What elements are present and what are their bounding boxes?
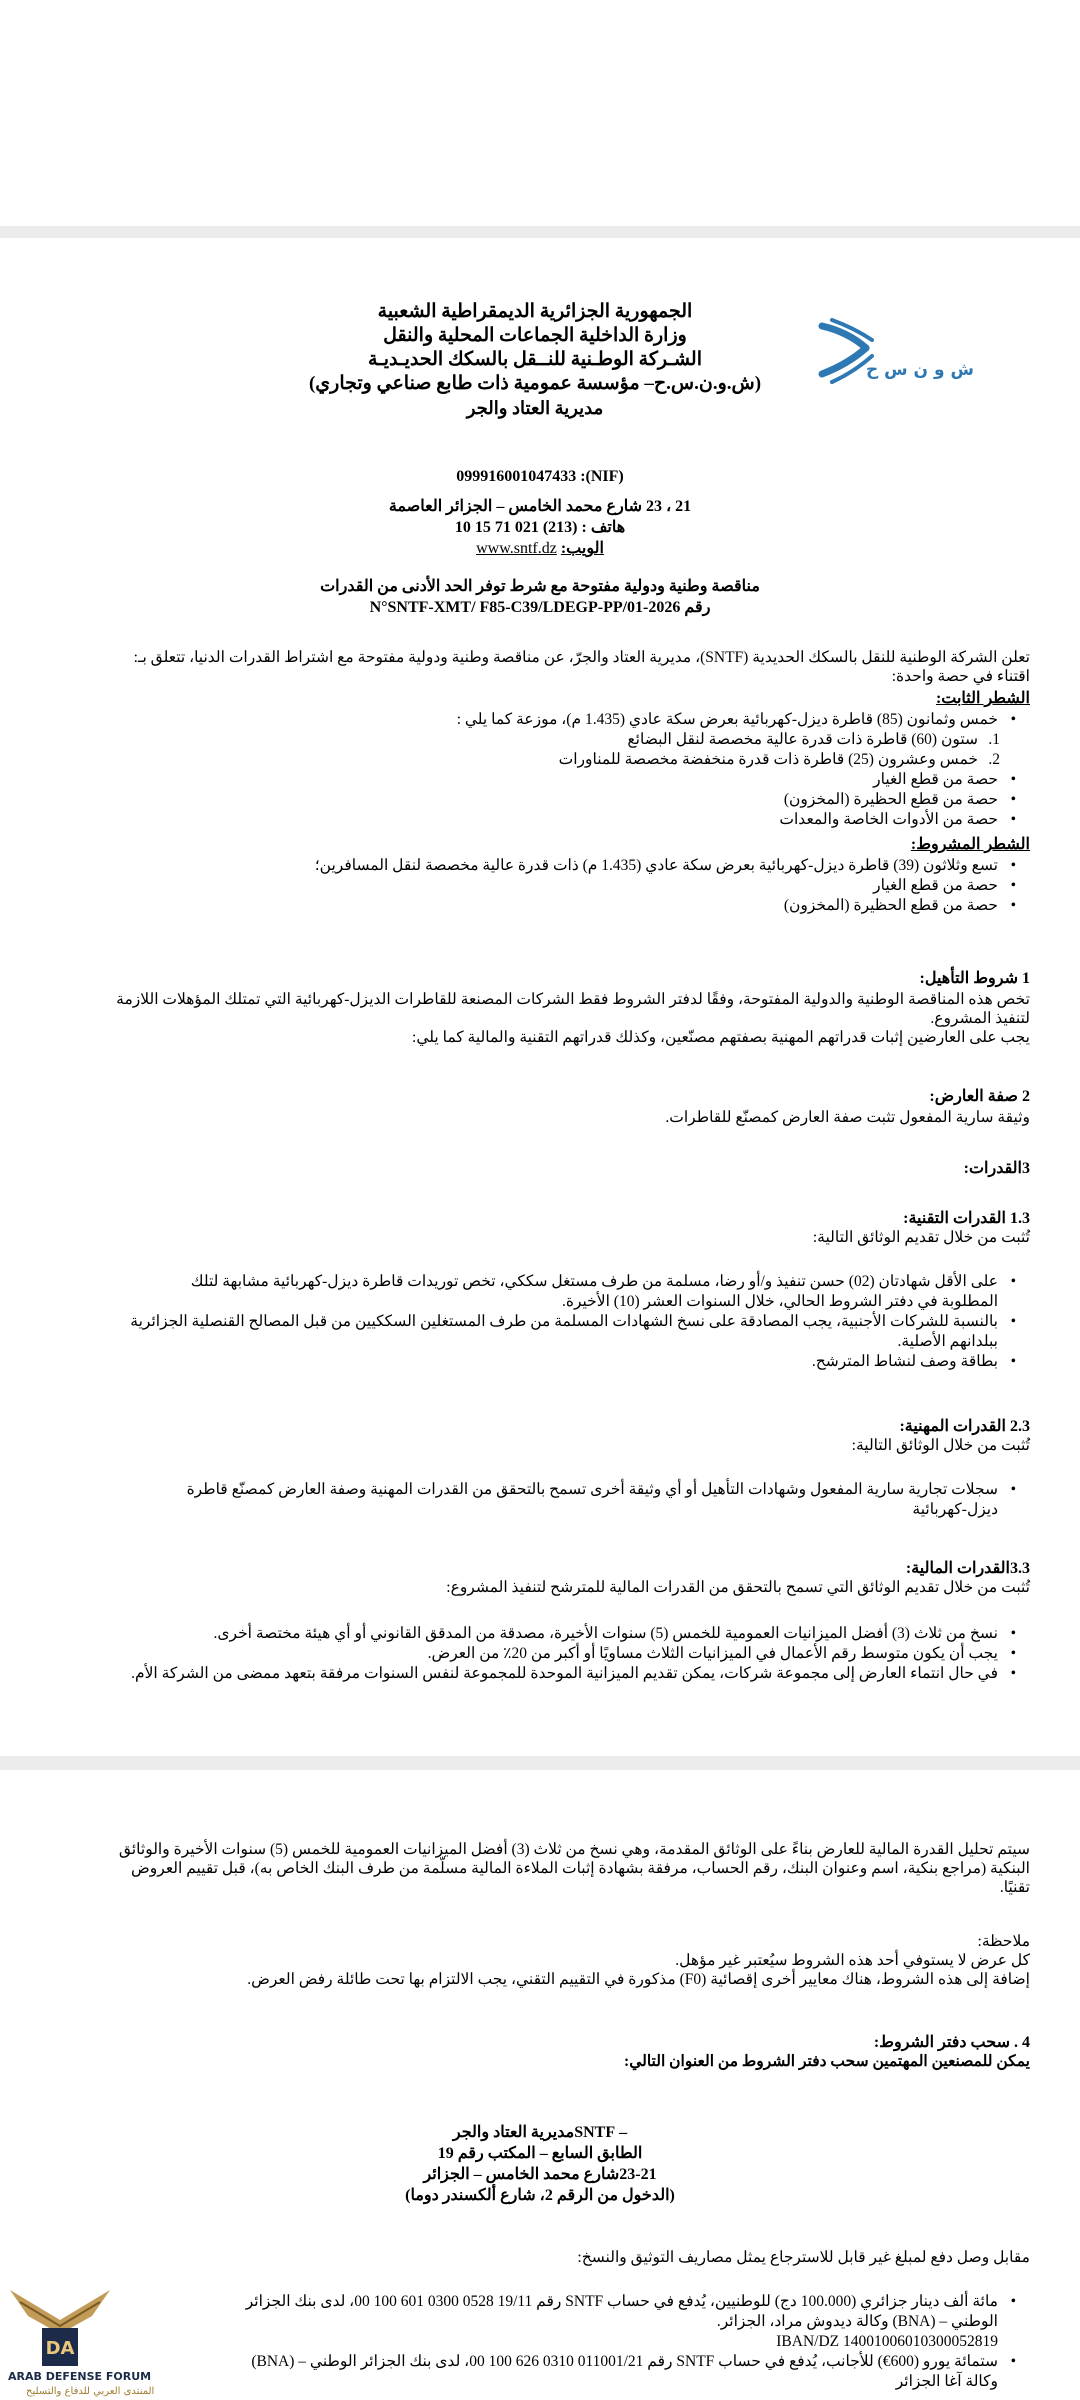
header-line-4: (ش.و.ن.س.ح– مؤسسة عمومية ذات طابع صناعي وتجاري) bbox=[308, 373, 762, 394]
section1-title: 1 شروط التأهيل: bbox=[919, 970, 1030, 987]
svg-text:DA: DA bbox=[45, 2338, 75, 2359]
firm-lot-sub-list bbox=[400, 730, 1000, 770]
nif-line: 099916001047433 :(NIF) bbox=[456, 468, 624, 485]
list-item: • حصة من قطع الغيار bbox=[420, 770, 1020, 790]
list-item: • تسع وثلاثون (39) قاطرة ديزل-كهربائية بعرض سكة عادي (1.435 م) ذات قدرة عالية مخصصة لنقل المسافرين؛ bbox=[160, 856, 1020, 876]
conditional-lot-items bbox=[160, 856, 1020, 916]
payment-intro: مقابل وصل دفع لمبلغ غير قابل للاسترجاع يمثل مصاريف التوثيق والنسخ: bbox=[577, 2249, 1030, 2266]
header-line-2: وزارة الداخلية الجماعات المحلية والنقل bbox=[383, 325, 687, 346]
sntf-logo-icon bbox=[818, 318, 938, 394]
list-item: • حصة من الأدوات الخاصة والمعدات bbox=[420, 810, 1020, 830]
tender-title: مناقصة وطنية ودولية مفتوحة مع شرط توفر الحد الأدنى من القدرات bbox=[320, 578, 760, 595]
section2-title: 2 صفة العارض: bbox=[929, 1088, 1030, 1105]
payment-items bbox=[100, 2292, 1020, 2392]
watermark-name: ARAB DEFENSE FORUM bbox=[8, 2370, 152, 2383]
list-item: • سجلات تجارية سارية المفعول وشهادات التأهيل أو أي وثيقة أخرى تسمح بالتحقق من القدرات المهنية وصفة العارض كمصنّع قاطرة ديزل-كهربائية bbox=[100, 1480, 1020, 1520]
phone-line: هاتف : (213) 021 71 15 10 bbox=[454, 519, 626, 536]
logo-text: ش و ن س ح bbox=[866, 360, 974, 380]
list-item: • حصة من قطع الحظيرة (المخزون) bbox=[420, 790, 1020, 810]
note-block: ملاحظة: كل عرض لا يستوفي أحد هذه الشروط سيُعتبر غير مؤهل. إضافة إلى هذه الشروط، هناك معايير أخرى إقصائية (F0) مذكورة في التقييم التقني، يجب الالتزام بها تحت طائلة رفض العرض. bbox=[110, 1932, 1030, 1989]
firm-lot-main-list bbox=[320, 710, 1020, 730]
section4-title: 4 . سحب دفتر الشروط: bbox=[873, 2034, 1030, 2051]
list-item: • مائة ألف دينار جزائري (100.000 دج) للوطنيين، يُدفع في حساب SNTF رقم 19/11 0528 0300 601 100 00، لدى بنك الجزائر الوطني – (BNA) وكالة ديدوش مراد، الجزائر. IBAN/DZ 14001006010300052819 bbox=[100, 2292, 1020, 2352]
list-item: • على الأقل شهادتان (02) حسن تنفيذ و/أو رضا، مسلمة من طرف مستغل سككي، تخص توريدات قاطرة ديزل-كهربائية مشابهة لتلك المطلوبة في دفتر الشروط الحالي، خلال السنوات العشر (10) الأخيرة. bbox=[100, 1272, 1020, 1312]
firm-lot-title: الشطر الثابت: bbox=[935, 690, 1030, 707]
section32-sub: تُثبت من خلال الوثائق التالية: bbox=[851, 1437, 1030, 1454]
section31-sub: تُثبت من خلال تقديم الوثائق التالية: bbox=[812, 1229, 1030, 1246]
web-label: الويب: bbox=[560, 540, 604, 557]
firm-lot-items bbox=[420, 770, 1020, 830]
section33-title: 3.3القدرات المالية: bbox=[905, 1560, 1030, 1577]
list-item: • ستمائة يورو (600€) للأجانب، يُدفع في حساب SNTF رقم 011001/21 0310 626 100 00، لدى بنك الجزائر الوطني – (BNA) وكالة آغا الجزائر bbox=[100, 2352, 1020, 2392]
section31-title: 1.3 القدرات التقنية: bbox=[903, 1210, 1030, 1227]
list-item: • حصة من قطع الغيار bbox=[160, 876, 1020, 896]
web-link[interactable]: www.sntf.dz bbox=[476, 540, 557, 557]
tender-number: رقم N°SNTF-XMT/ F85-C39/LDEGP-PP/01-2026 bbox=[369, 599, 711, 616]
section4-sub: يمكن للمصنعين المهتمين سحب دفتر الشروط من العنوان التالي: bbox=[624, 2053, 1030, 2070]
document-page-1 bbox=[0, 238, 1080, 1756]
contact-block bbox=[240, 496, 840, 559]
list-item: • خمس وثمانون (85) قاطرة ديزل-كهربائية بعرض سكة عادي (1.435 م)، موزعة كما يلي : bbox=[320, 710, 1020, 730]
tender-title-block bbox=[200, 576, 880, 618]
web-line bbox=[240, 538, 840, 559]
section3-title: 3القدرات: bbox=[963, 1160, 1030, 1177]
header-line-5: مديرية العتاد والجر bbox=[466, 398, 604, 418]
header-lines bbox=[300, 300, 770, 420]
section33-sub: تُثبت من خلال تقديم الوثائق التي تسمح بالتحقق من القدرات المالية للمترشح لتنفيذ المشروع: bbox=[446, 1579, 1030, 1596]
section2-text: وثيقة سارية المفعول تثبت صفة العارض كمصنّع للقاطرات. bbox=[665, 1109, 1030, 1126]
top-blank-area bbox=[0, 0, 1080, 226]
section32-items bbox=[100, 1480, 1020, 1520]
list-item: • بالنسبة للشركات الأجنبية، يجب المصادقة على نسخ الشهادات المسلمة من طرف المستغلين السككيين من قبل المصالح القنصلية الجزائرية ببلدانهم الأصلية. bbox=[100, 1312, 1020, 1352]
pickup-address: – SNTFمديرية العتاد والجر الطابق السابع – المكتب رقم 19 23-21شارع محمد الخامس – الجزائر (الدخول من الرقم 2، شارع ألكسندر دوما) bbox=[405, 2124, 675, 2204]
header-line-3: الشـركة الوطـنية للنــقل بالسكك الحديـديـة bbox=[368, 349, 702, 370]
section32-title: 2.3 القدرات المهنية: bbox=[899, 1418, 1030, 1435]
financial-analysis-paragraph: سيتم تحليل القدرة المالية للعارض بناءً على الوثائق المقدمة، وهي نسخ من ثلاث (3) أفضل الميزانيات العمومية للخمس (5) سنوات الأخيرة والوثائق البنكية (مراجع بنكية، اسم وعنوان البنك، رقم الحساب، مرفقة بشهادة إثبات الملاءة المالية مسلّمة من طرف البنك الخاص به)، قبل تقييم العروض تقنيًا. bbox=[118, 1841, 1030, 1896]
section33-items bbox=[100, 1624, 1020, 1684]
address-line: 21 ، 23 شارع محمد الخامس – الجزائر العاصمة bbox=[388, 498, 692, 515]
header-line-1: الجمهورية الجزائرية الديمقراطية الشعبية bbox=[377, 301, 693, 322]
list-item: • حصة من قطع الحظيرة (المخزون) bbox=[160, 896, 1020, 916]
list-item: • بطاقة وصف لنشاط المترشح. bbox=[100, 1352, 1020, 1372]
list-item: 1.ستون (60) قاطرة ذات قدرة عالية مخصصة لنقل البضائع bbox=[627, 731, 1000, 748]
conditional-lot-title: الشطر المشروط: bbox=[910, 836, 1030, 853]
document-page-2 bbox=[0, 1770, 1080, 2400]
list-item: • يجب أن يكون متوسط رقم الأعمال في الميزانيات الثلاث مساويًا أو أكبر من 20٪ من العرض. bbox=[100, 1644, 1020, 1664]
list-item: • نسخ من ثلاث (3) أفضل الميزانيات العمومية للخمس (5) سنوات الأخيرة، مصدقة من المدقق القانوني أو أي هيئة مختصة أخرى. bbox=[100, 1624, 1020, 1644]
intro-paragraph: تعلن الشركة الوطنية للنقل بالسكك الحديدية (SNTF)، مديرية العتاد والجرّ، عن مناقصة وطنية ودولية مفتوحة مع اشتراط القدرات الدنيا، تتعلق بـ: اقتناء في حصة واحدة: bbox=[133, 649, 1030, 685]
section1-text: تخص هذه المناقصة الوطنية والدولية المفتوحة، وفقًا لدفتر الشروط فقط الشركات المصنعة للقاطرات الديزل-كهربائية التي تمتلك المؤهلات اللازمة لتنفيذ المشروع. يجب على العارضين إثبات قدراتهم المهنية بصفتهم مصنّعين، وكذلك قدراتهم التقنية والمالية كما يلي: bbox=[116, 991, 1030, 1046]
list-item: 2.خمس وعشرون (25) قاطرة ذات قدرة منخفضة مخصصة للمناورات bbox=[558, 751, 1000, 768]
section31-items bbox=[100, 1272, 1020, 1372]
note-title: ملاحظة: bbox=[977, 1933, 1030, 1950]
watermark-arabic: المنتدى العربي للدفاع والتسليح bbox=[26, 2386, 155, 2397]
list-item: • في حال انتماء العارض إلى مجموعة شركات، يمكن تقديم الميزانية الموحدة للمجموعة لنفس السنوات مرفقة بتعهد ممضى من الشركة الأم. bbox=[100, 1664, 1020, 1684]
